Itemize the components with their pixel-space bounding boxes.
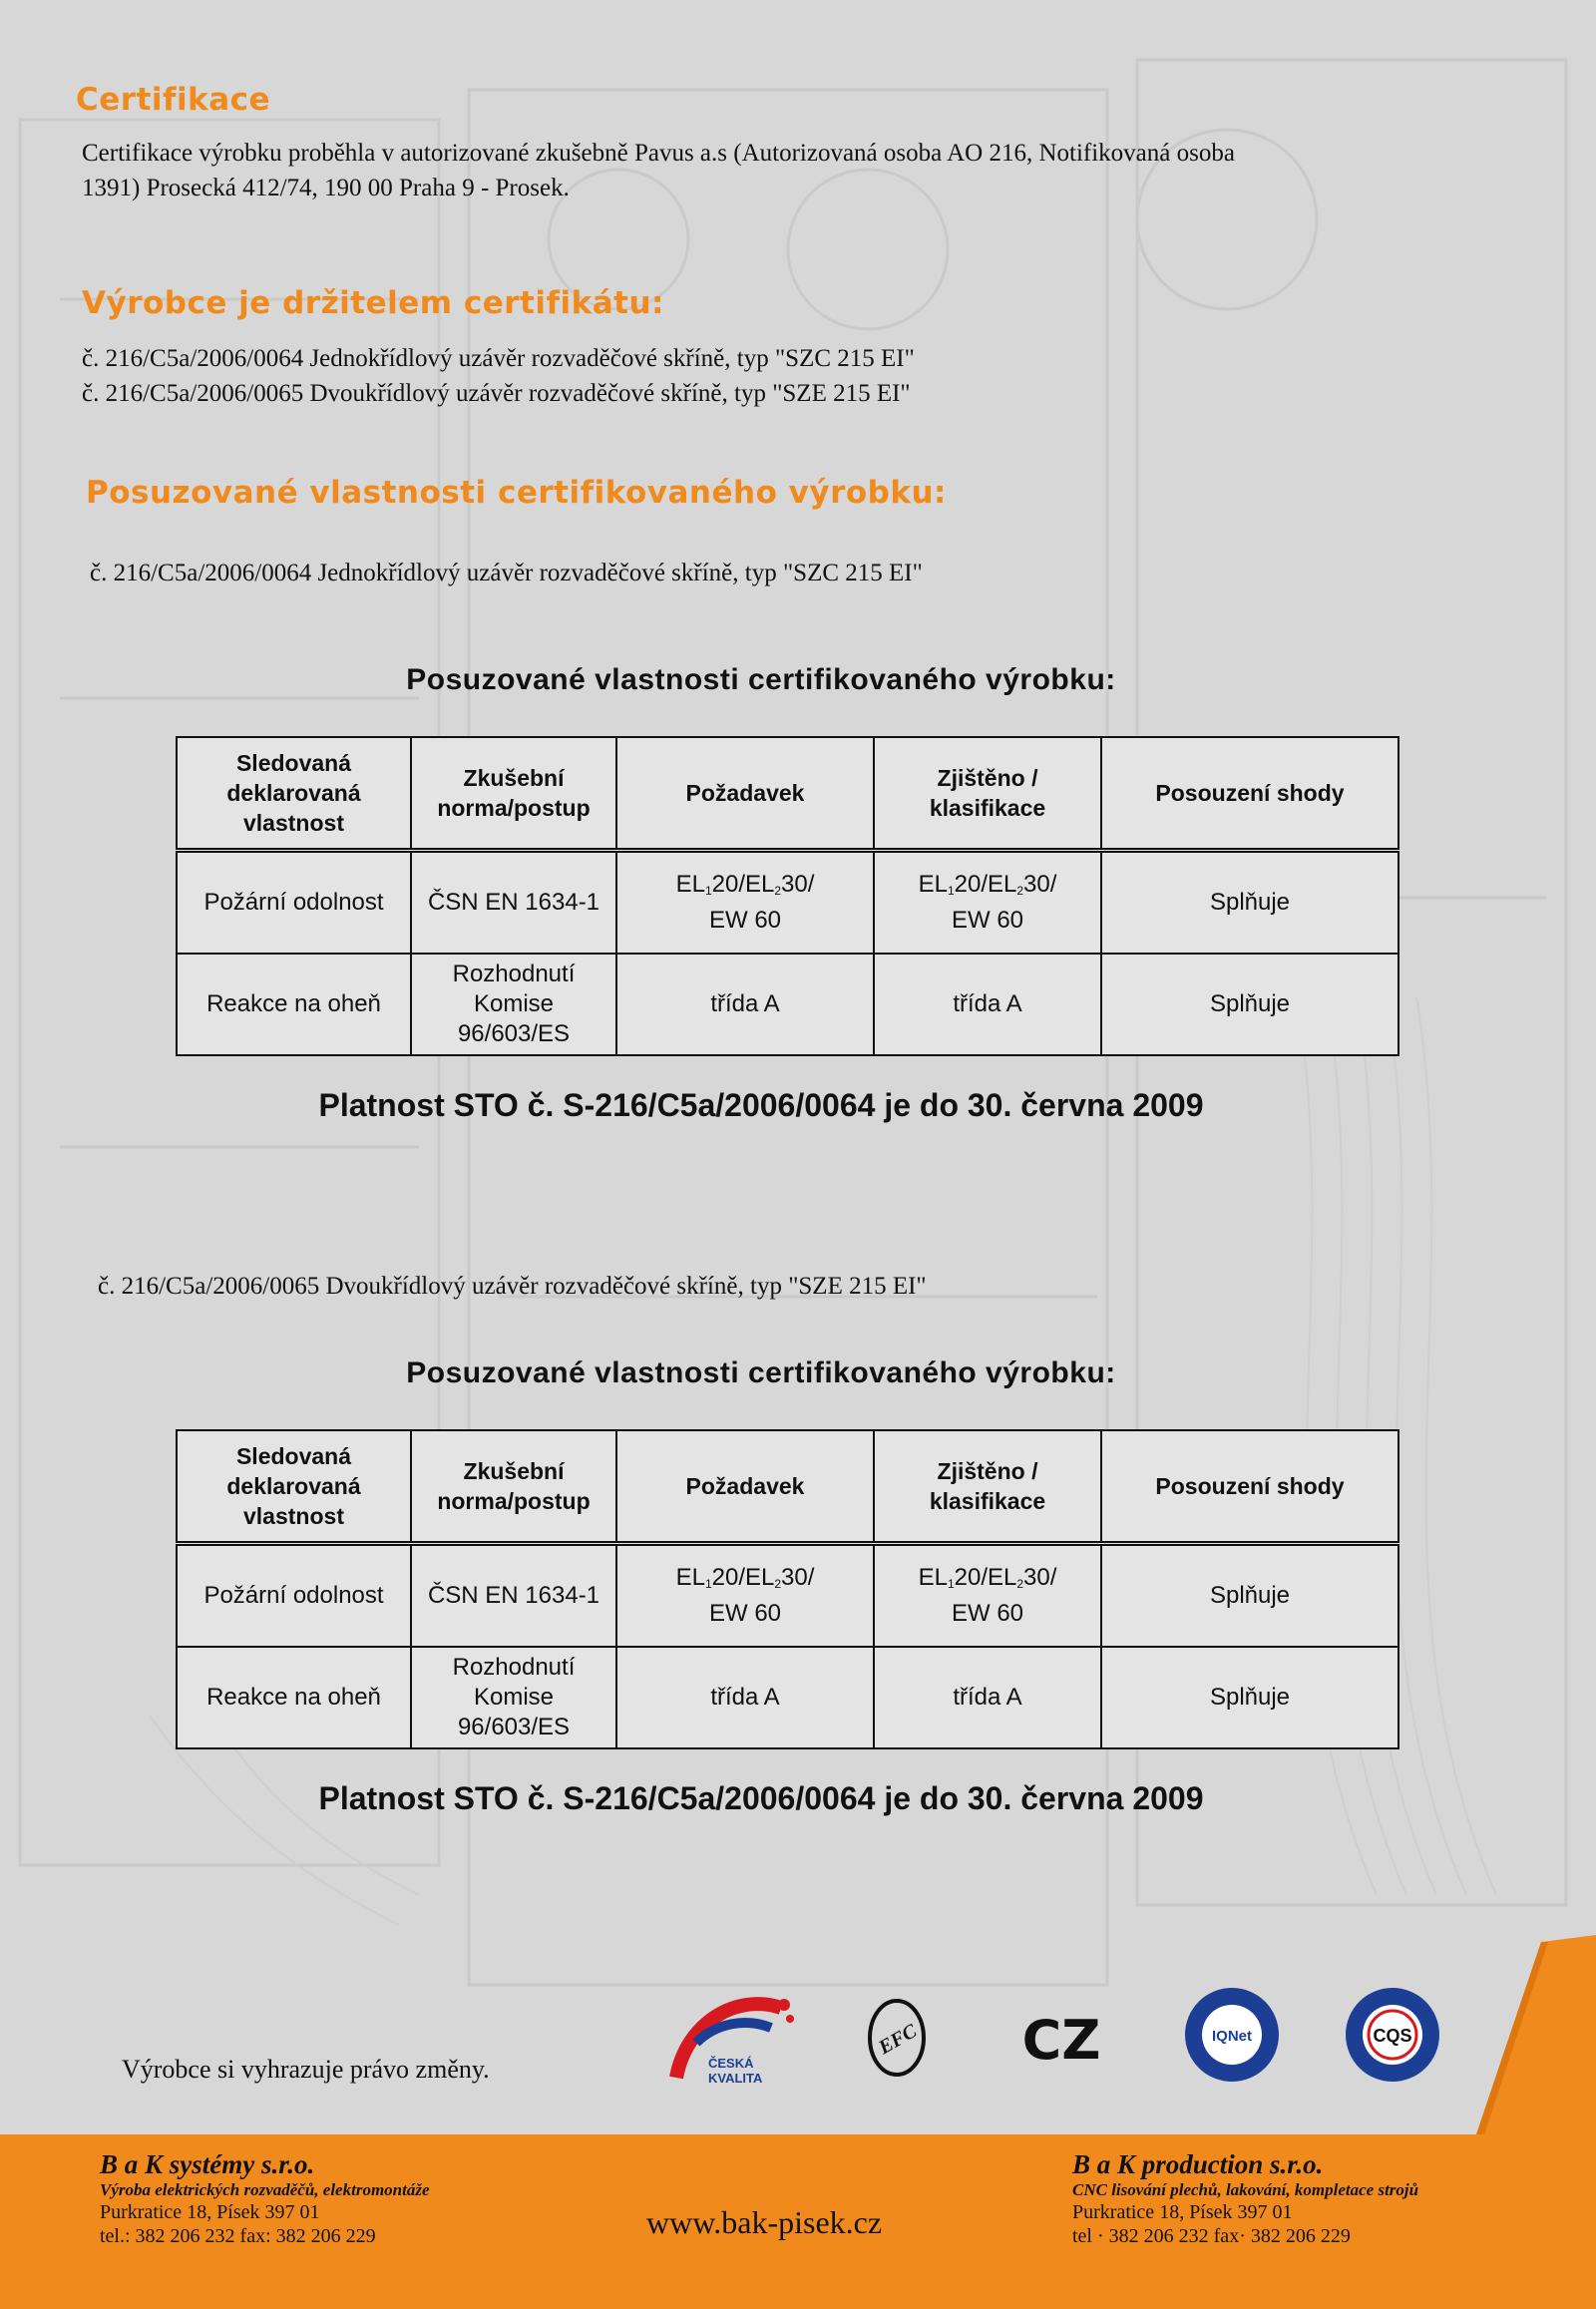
properties-table-1: [176, 736, 1399, 1056]
company-description: Výroba elektrických rozvaděčů, elektromontáže: [100, 2180, 430, 2199]
heading-certifikace: Certifikace: [76, 82, 271, 118]
svg-text:EFC: EFC: [875, 2020, 921, 2060]
svg-text:ČESKÁ: ČESKÁ: [708, 2056, 754, 2071]
table-title-1: Posuzované vlastnosti certifikovaného výrobku:: [406, 663, 1116, 696]
certificate-item: č. 216/C5a/2006/0064 Jednokřídlový uzávěr rozvaděčové skříně, typ "SZC 215 EI": [82, 345, 915, 372]
cell-requirement: třída A: [616, 954, 874, 1055]
paragraph-line: Certifikace výrobku proběhla v autorizované zkušebně Pavus a.s (Autorizovaná osoba AO 216, Notifikovaná osoba: [82, 140, 1235, 167]
cell-norm: Rozhodnutí Komise 96/603/ES: [411, 954, 616, 1055]
validity-note-1: Platnost STO č. S-216/C5a/2006/0064 je do 30. června 2009: [318, 1087, 1204, 1123]
header-conformity: Posouzení shody: [1101, 737, 1398, 851]
cell-requirement: třída A: [616, 1647, 874, 1748]
svg-text:CQS: CQS: [1373, 2026, 1412, 2046]
cell-result: Splňuje: [1101, 851, 1398, 955]
cell-requirement: $EL_120/EL_230/$ EW 60: [616, 1544, 874, 1648]
table-title-2: Posuzované vlastnosti certifikovaného výrobku:: [406, 1356, 1116, 1389]
header-norm: Zkušební norma/postup: [411, 1430, 616, 1544]
cell-found: třída A: [874, 1647, 1101, 1748]
cqs-logo: [1343, 1985, 1442, 2085]
certificate-item: č. 216/C5a/2006/0065 Dvoukřídlový uzávěr rozvaděčové skříně, typ "SZE 215 EI": [82, 380, 911, 407]
header-property: Sledovaná deklarovaná vlastnost: [177, 737, 411, 851]
company-name: B a K production s.r.o.: [1072, 2149, 1324, 2179]
header-property: Sledovaná deklarovaná vlastnost: [177, 1430, 411, 1544]
footer-company-left: [100, 2149, 430, 2248]
heading-assessed-properties: Posuzované vlastnosti certifikovaného výrobku:: [86, 475, 947, 511]
header-requirement: Požadavek: [616, 737, 874, 851]
header-conformity: Posouzení shody: [1101, 1430, 1398, 1544]
company-address: Purkratice 18, Písek 397 01: [1072, 2201, 1293, 2223]
table-row: [177, 954, 1398, 1055]
cell-property: Reakce na oheň: [177, 954, 411, 1055]
validity-note-2: Platnost STO č. S-216/C5a/2006/0064 je do 30. června 2009: [318, 1780, 1204, 1816]
cell-found: $EL_120/EL_230/$ EW 60: [874, 1544, 1101, 1648]
cell-norm: Rozhodnutí Komise 96/603/ES: [411, 1647, 616, 1748]
paragraph-line: 1391) Prosecká 412/74, 190 00 Praha 9 - Prosek.: [82, 175, 570, 201]
cell-result: Splňuje: [1101, 954, 1398, 1055]
company-phones: tel.: 382 206 232 fax: 382 206 229: [100, 2225, 376, 2247]
company-phones: tel · 382 206 232 fax· 382 206 229: [1072, 2225, 1351, 2247]
company-description: CNC lisování plechů, lakování, kompletace strojů: [1072, 2180, 1419, 2199]
cell-norm: ČSN EN 1634-1: [411, 1544, 616, 1648]
certification-logos: [0, 1975, 1596, 2095]
cell-property: Požární odolnost: [177, 851, 411, 955]
cell-property: Požární odolnost: [177, 1544, 411, 1648]
certification-paragraph: [82, 136, 1235, 205]
website-link[interactable]: www.bak-pisek.cz: [646, 2204, 883, 2240]
footer-company-right: [1072, 2149, 1418, 2248]
svg-text:IQNet: IQNet: [1211, 2028, 1253, 2045]
header-norm: Zkušební norma/postup: [411, 737, 616, 851]
changes-reserved-note: Výrobce si vyhrazuje právo změny.: [122, 2055, 490, 2084]
cz-mark-logo: [1021, 1997, 1101, 2077]
table-row: [177, 1647, 1398, 1748]
cell-norm: ČSN EN 1634-1: [411, 851, 616, 955]
cell-property: Reakce na oheň: [177, 1647, 411, 1748]
product-line-1: č. 216/C5a/2006/0064 Jednokřídlový uzávěr rozvaděčové skříně, typ "SZC 215 EI": [90, 560, 923, 586]
cell-result: Splňuje: [1101, 1647, 1398, 1748]
cell-found: třída A: [874, 954, 1101, 1055]
header-found: Zjištěno / klasifikace: [874, 737, 1101, 851]
properties-table-2: [176, 1429, 1399, 1749]
table-row: [177, 1544, 1398, 1648]
company-name: B a K systémy s.r.o.: [100, 2149, 315, 2179]
ceska-kvalita-logo: [666, 1983, 798, 2087]
iqnet-logo: [1182, 1985, 1282, 2085]
efc-logo: [866, 1997, 928, 2079]
cell-result: Splňuje: [1101, 1544, 1398, 1648]
svg-text:CZ: CZ: [1021, 2009, 1101, 2072]
table-header-row: [177, 737, 1398, 851]
heading-certificate-holder: Výrobce je držitelem certifikátu:: [82, 285, 664, 321]
header-requirement: Požadavek: [616, 1430, 874, 1544]
product-line-2: č. 216/C5a/2006/0065 Dvoukřídlový uzávěr rozvaděčové skříně, typ "SZE 215 EI": [98, 1273, 927, 1300]
cell-requirement: $EL_120/EL_230/$ EW 60: [616, 851, 874, 955]
header-found: Zjištěno / klasifikace: [874, 1430, 1101, 1544]
table-row: [177, 851, 1398, 955]
svg-text:KVALITA: KVALITA: [708, 2071, 763, 2086]
company-address: Purkratice 18, Písek 397 01: [100, 2201, 320, 2223]
certificate-list: [82, 341, 915, 411]
table-header-row: [177, 1430, 1398, 1544]
cell-found: $EL_120/EL_230/$ EW 60: [874, 851, 1101, 955]
